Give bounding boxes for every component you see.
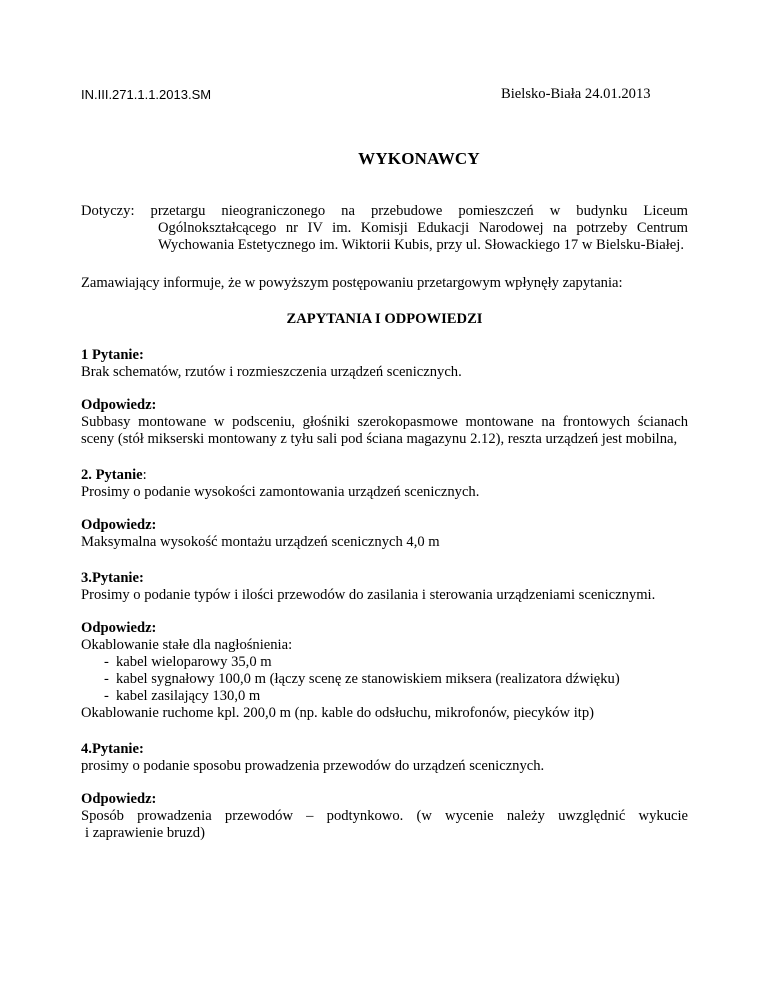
qa-block-1 [81,347,688,448]
question-text: prosimy o podanie sposobu prowadzenia przewodów do urządzeń scenicznych. [81,758,545,774]
document-body [81,203,688,842]
question-label: 1 Pytanie: [81,347,144,363]
answer-text: Maksymalna wysokość montażu urządzeń scenicznych 4,0 m [81,534,440,550]
cable-list [81,654,688,705]
answer-label: Odpowiedz: [81,620,157,636]
answer-outro: Okablowanie ruchome kpl. 200,0 m (np. kable do odsłuchu, mikrofonów, piecyków itp) [81,705,594,721]
question-label: 4.Pytanie: [81,741,144,757]
answer-label: Odpowiedz: [81,791,157,807]
section-title: ZAPYTANIA I ODPOWIEDZI [286,311,483,327]
qa-block-3 [81,570,688,722]
place-and-date: Bielsko-Biała 24.01.2013 [501,86,651,102]
qa-block-4 [81,741,688,842]
question-label-colon: : [142,467,147,483]
qa-block-2 [81,467,688,551]
answer-text: Subbasy montowane w podsceniu, głośniki szerokopasmowe montowane na frontowych ścianach sceny (stół mikserski montowany z tyłu sali pod ściana magazynu 2.12), reszta urządzeń jest mobilna, [81,414,688,447]
list-item: - kabel zasilający 130,0 m [104,688,688,705]
recipient-heading: WYKONAWCY [358,149,480,168]
answer-label: Odpowiedz: [81,517,157,533]
answer-text-line-2: i zaprawienie bruzd) [85,825,205,841]
question-label: 3.Pytanie: [81,570,144,586]
intro-paragraph: Zamawiający informuje, że w powyższym postępowaniu przetargowym wpłynęły zapytania: [81,275,623,291]
subject-paragraph: Dotyczy: przetargu nieograniczonego na przebudowe pomieszczeń w budynku Liceum Ogólnokształcącego nr IV im. Komisji Edukacji Narodowej na potrzeby Centrum Wychowania Estetycznego im. Wiktorii Kubis, przy ul. Słowackiego 17 w Bielsku-Białej. [81,203,688,253]
answer-text-line-1: Sposób prowadzenia przewodów – podtynkowo. (w wycenie należy uwzględnić wykucie [81,808,688,824]
answer-intro: Okablowanie stałe dla nagłośnienia: [81,637,293,653]
answer-label: Odpowiedz: [81,397,157,413]
question-text: Prosimy o podanie typów i ilości przewodów do zasilania i sterowania urządzeniami scenicznymi. [81,587,656,603]
list-item: - kabel wieloparowy 35,0 m [104,654,688,671]
list-item: - kabel sygnałowy 100,0 m (łączy scenę ze stanowiskiem miksera (realizatora dźwięku) [104,671,688,688]
question-text: Brak schematów, rzutów i rozmieszczenia urządzeń scenicznych. [81,364,462,380]
reference-number: IN.III.271.1.1.2013.SM [81,87,212,102]
question-label: 2. Pytanie [81,467,143,483]
question-text: Prosimy o podanie wysokości zamontowania urządzeń scenicznych. [81,484,480,500]
